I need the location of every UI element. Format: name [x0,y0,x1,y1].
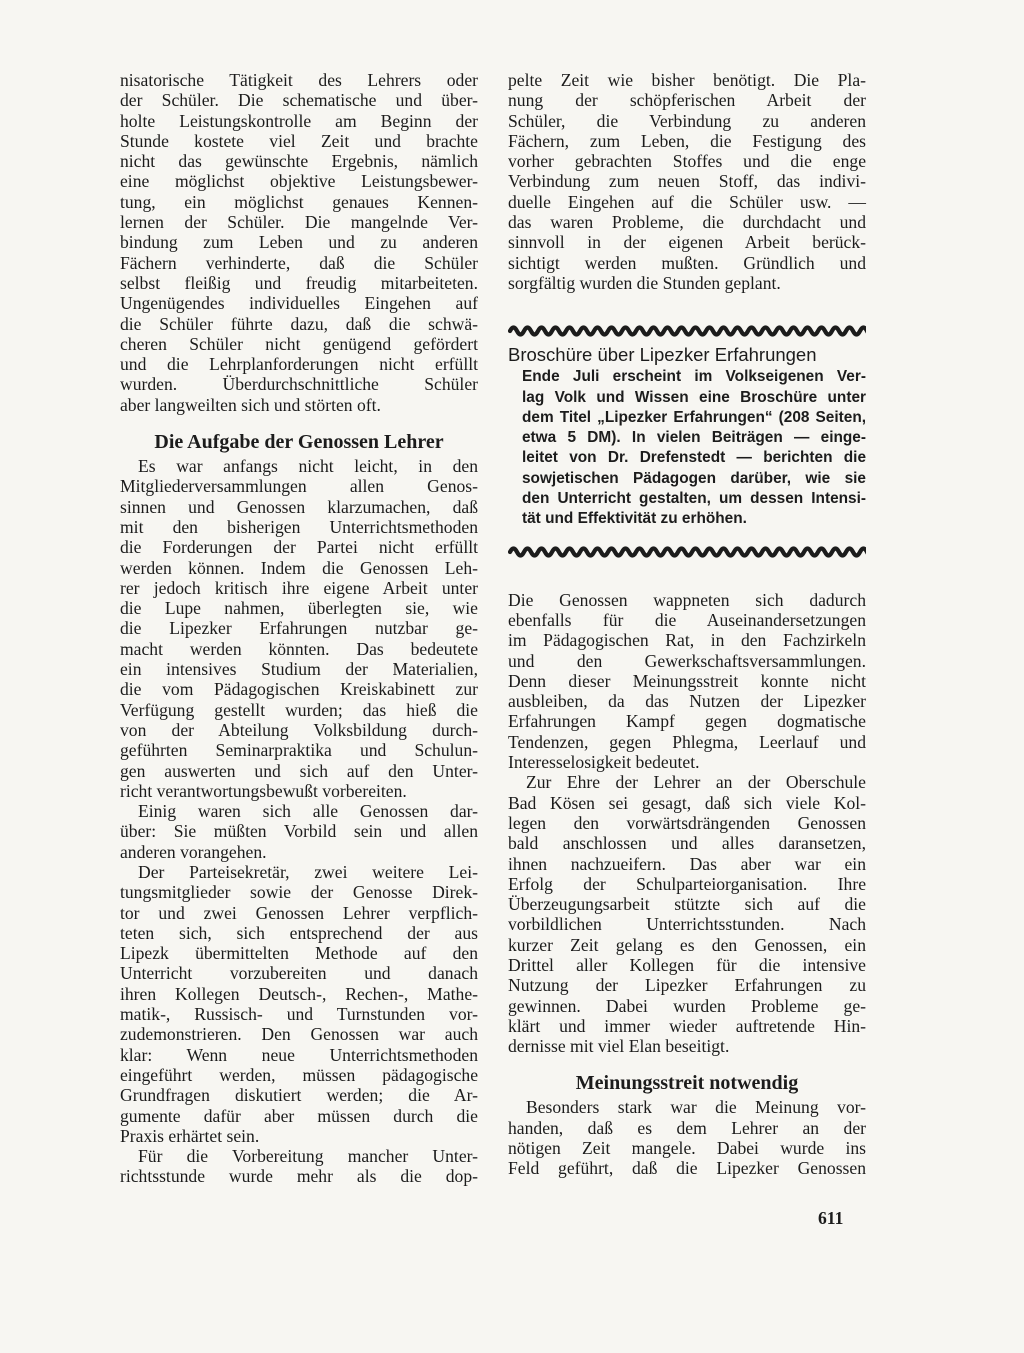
text-line: Unterricht vorzubereiten und danach [120,963,478,984]
text-line: mit den bisherigen Unterrichtsmethoden [120,516,478,537]
text-line: nicht das gewünschte Ergebnis, nämlich [120,151,478,172]
text-line: legen den vorwärtsdrängenden Genossen [508,812,866,833]
text-line: über: Sie müßten Vorbild sein und allen [120,821,478,842]
page-number: 611 [818,1208,844,1228]
text-line: sorgfältig wurden die Stunden geplant. [508,272,781,293]
text-line: Zur Ehre der Lehrer an der Oberschule [526,772,866,793]
paragraph [508,1097,866,1178]
text-line: gen auswerten und sich auf den Unter- [120,760,478,781]
text-line: Denn dieser Meinungsstreit konnte nicht [508,670,866,691]
text-line: Feld geführt, daß die Lipezker Genossen [508,1158,866,1179]
text-line: vorher gebrachten Stoffes und die enge [508,151,866,172]
paragraph [120,1146,478,1187]
text-line: Überzeugungsarbeit stützte sich auf die [508,894,866,915]
text-line: tung, ein möglichst genaues Kennen- [120,191,478,212]
text-line: tungsmitglieder sowie der Genosse Direk- [120,882,478,903]
text-line: Tendenzen, gegen Phlegma, Leerlauf und [508,731,866,752]
text-line: den Unterricht gestalten, um dessen Intensi- [522,490,866,508]
text-line: von der Abteilung Volksbildung durch- [120,719,478,740]
text-line: anderen vorangehen. [120,841,267,862]
text-line: teten sich, sich entsprechend der aus [120,922,478,943]
text-line: tät und Effektivität zu erhöhen. [522,510,747,528]
text-line: die Lupe nahmen, überlegten sie, wie [120,598,478,619]
text-line: etwa 5 DM). In vielen Beiträgen — einge- [522,429,866,447]
section-heading: Meinungsstreit notwendig [575,1072,799,1095]
text-line: bindung zum Leben und zu anderen [120,232,478,253]
text-line: sinnen und Genossen klarzumachen, daß [120,496,478,517]
text-line: vorbildlichen Unterrichtsstunden. Nach [508,914,866,935]
paragraph [508,70,866,293]
text-line: ausbleiben, da das Nutzen der Lipezker [508,691,866,712]
text-line: cheren Schüler nicht genügend gefördert [120,333,478,354]
text-line: kurzer Zeit gelang es den Genossen, ein [508,934,866,955]
text-line: gumente dafür aber müssen durch die [120,1105,478,1126]
text-line: lag Volk und Wissen eine Broschüre unter [522,388,866,406]
text-line: Einig waren sich alle Genossen dar- [138,801,478,822]
text-line: selbst fleißig und freudig mitarbeiteten. [120,272,478,293]
text-line: eine möglichst objektive Leistungsbewer- [120,171,478,192]
text-line: Die Genossen wappneten sich dadurch [508,589,866,610]
text-line: Verbindung zum neuen Stoff, das indivi- [508,171,866,192]
text-line: sinnvoll in der eigenen Arbeit berück- [508,232,866,253]
text-line: eingeführt werden, müssen pädagogische [120,1064,478,1085]
paragraph [120,456,478,801]
text-line: ein intensives Studium der Materialien, [120,659,478,680]
wavy-divider-bottom [508,544,866,560]
paragraph [508,590,866,773]
text-line: klar: Wenn neue Unterrichtsmethoden [120,1044,478,1065]
text-line: zudemonstrieren. Den Genossen war auch [120,1024,478,1045]
text-line: nung der schöpferischen Arbeit der [508,90,866,111]
notice-title: Broschüre über Lipezker Erfahrungen [508,344,817,366]
text-line: im Pädagogischen Rat, in den Fachzirkeln [508,630,866,651]
section-heading: Die Aufgabe der Genossen Lehrer [154,431,444,454]
text-line: handen, daß es dem Lehrer an der [508,1117,866,1138]
text-line: Erfahrungen Kampf gegen dogmatische [508,711,866,732]
text-line: geführten Seminarpraktika und Schulun- [120,740,478,761]
text-line: Fächern, zum Leben, die Festigung des [508,130,866,151]
text-line: nisatorische Tätigkeit des Lehrers oder [120,70,478,90]
text-line: Verfügung gestellt wurden; das hieß die [120,699,478,720]
text-line: Drittel aller Kollegen für die intensive [508,954,866,975]
text-line: Stunde kostete viel Zeit und brachte [120,130,478,151]
text-line: gewinnen. Dabei wurden Probleme ge- [508,995,866,1016]
notice-body [508,367,866,529]
text-line: lernen der Schüler. Die mangelnde Ver- [120,212,478,233]
text-line: rer jedoch kritisch ihre eigene Arbeit unter [120,577,478,598]
text-line: macht werden könnten. Das bedeutete [120,638,478,659]
text-line: Fächern verhinderte, daß die Schüler [120,252,478,273]
text-line: ebenfalls für die Auseinandersetzungen [508,609,866,630]
paragraph [120,70,478,415]
text-line: holte Leistungskontrolle am Beginn der [120,110,478,131]
text-line: sichtigt werden mußten. Gründlich und [508,252,866,273]
left-column [120,70,478,1187]
text-line: dem Titel „Lipezker Erfahrungen“ (208 Seiten, [522,408,866,426]
wavy-divider-top [508,323,866,339]
text-line: Für die Vorbereitung mancher Unter- [138,1146,478,1167]
text-line: ihnen nachzueifern. Das aber war ein [508,853,866,874]
text-line: Schüler, die Verbindung zu anderen [508,110,866,131]
text-line: Lipezk übermittelten Methode auf den [120,943,478,964]
text-line: Mitgliederversammlungen allen Genos- [120,476,478,497]
paragraph [120,862,478,1146]
text-line: ihren Kollegen Deutsch-, Rechen-, Mathe- [120,983,478,1004]
text-line: Besonders stark war die Meinung vor- [526,1097,866,1118]
text-line: die Forderungen der Partei nicht erfüllt [120,537,478,558]
text-line: tor und zwei Genossen Lehrer verpflich- [120,902,478,923]
text-line: Grundfragen diskutiert werden; die Ar- [120,1085,478,1106]
text-line: und die Lehrplanforderungen nicht erfüllt [120,354,478,375]
text-line: pelte Zeit wie bisher benötigt. Die Pla- [508,70,866,90]
text-line: nötigen Zeit mangele. Dabei wurde ins [508,1138,866,1159]
text-line: aber langweilten sich und störten oft. [120,394,381,415]
text-line: Nutzung der Lipezker Erfahrungen zu [508,975,866,996]
text-line: wurden. Überdurchschnittliche Schüler [120,374,478,395]
paragraph [508,772,866,1056]
text-line: die Schüler führte dazu, daß die schwä- [120,313,478,334]
text-line: bald anschlossen und alles daransetzen, [508,833,866,854]
text-line: richt verantwortungsbewußt vorbereiten. [120,780,407,801]
text-line: die Lipezker Erfahrungen nutzbar ge- [120,618,478,639]
text-line: matik-, Russisch- und Turnstunden vor- [120,1004,478,1025]
text-line: werden können. Indem die Genossen Leh- [120,557,478,578]
text-line: Erfolg der Schulparteiorganisation. Ihre [508,873,866,894]
paragraph [120,801,478,862]
text-line: sowjetischen Pädagogen darüber, wie sie [522,469,866,487]
text-line: der Schüler. Die schematische und über- [120,90,478,111]
text-line: dernisse mit viel Elan beseitigt. [508,1036,730,1057]
text-line: Praxis erhärtet sein. [120,1125,260,1146]
text-line: duelle Eingehen auf die Schüler usw. — [508,191,866,212]
text-line: Ungenügendes individuelles Eingehen auf [120,293,478,314]
text-line: leitet von Dr. Drefenstedt — berichten die [522,449,866,467]
text-line: Ende Juli erscheint im Volkseigenen Ver- [522,368,866,386]
right-column [508,70,866,1179]
text-line: die vom Pädagogischen Kreiskabinett zur [120,679,478,700]
text-line: und den Gewerkschaftsversammlungen. [508,650,866,671]
text-line: klärt und immer wieder auftretende Hin- [508,1015,866,1036]
text-line: das waren Probleme, die durchdacht und [508,212,866,233]
text-line: Es war anfangs nicht leicht, in den [138,456,478,477]
text-line: Interesselosigkeit bedeutet. [508,752,700,773]
text-line: richtsstunde wurde mehr als die dop- [120,1166,478,1187]
text-line: Bad Kösen sei gesagt, daß sich viele Kol- [508,792,866,813]
text-line: Der Parteisekretär, zwei weitere Lei- [138,861,478,882]
